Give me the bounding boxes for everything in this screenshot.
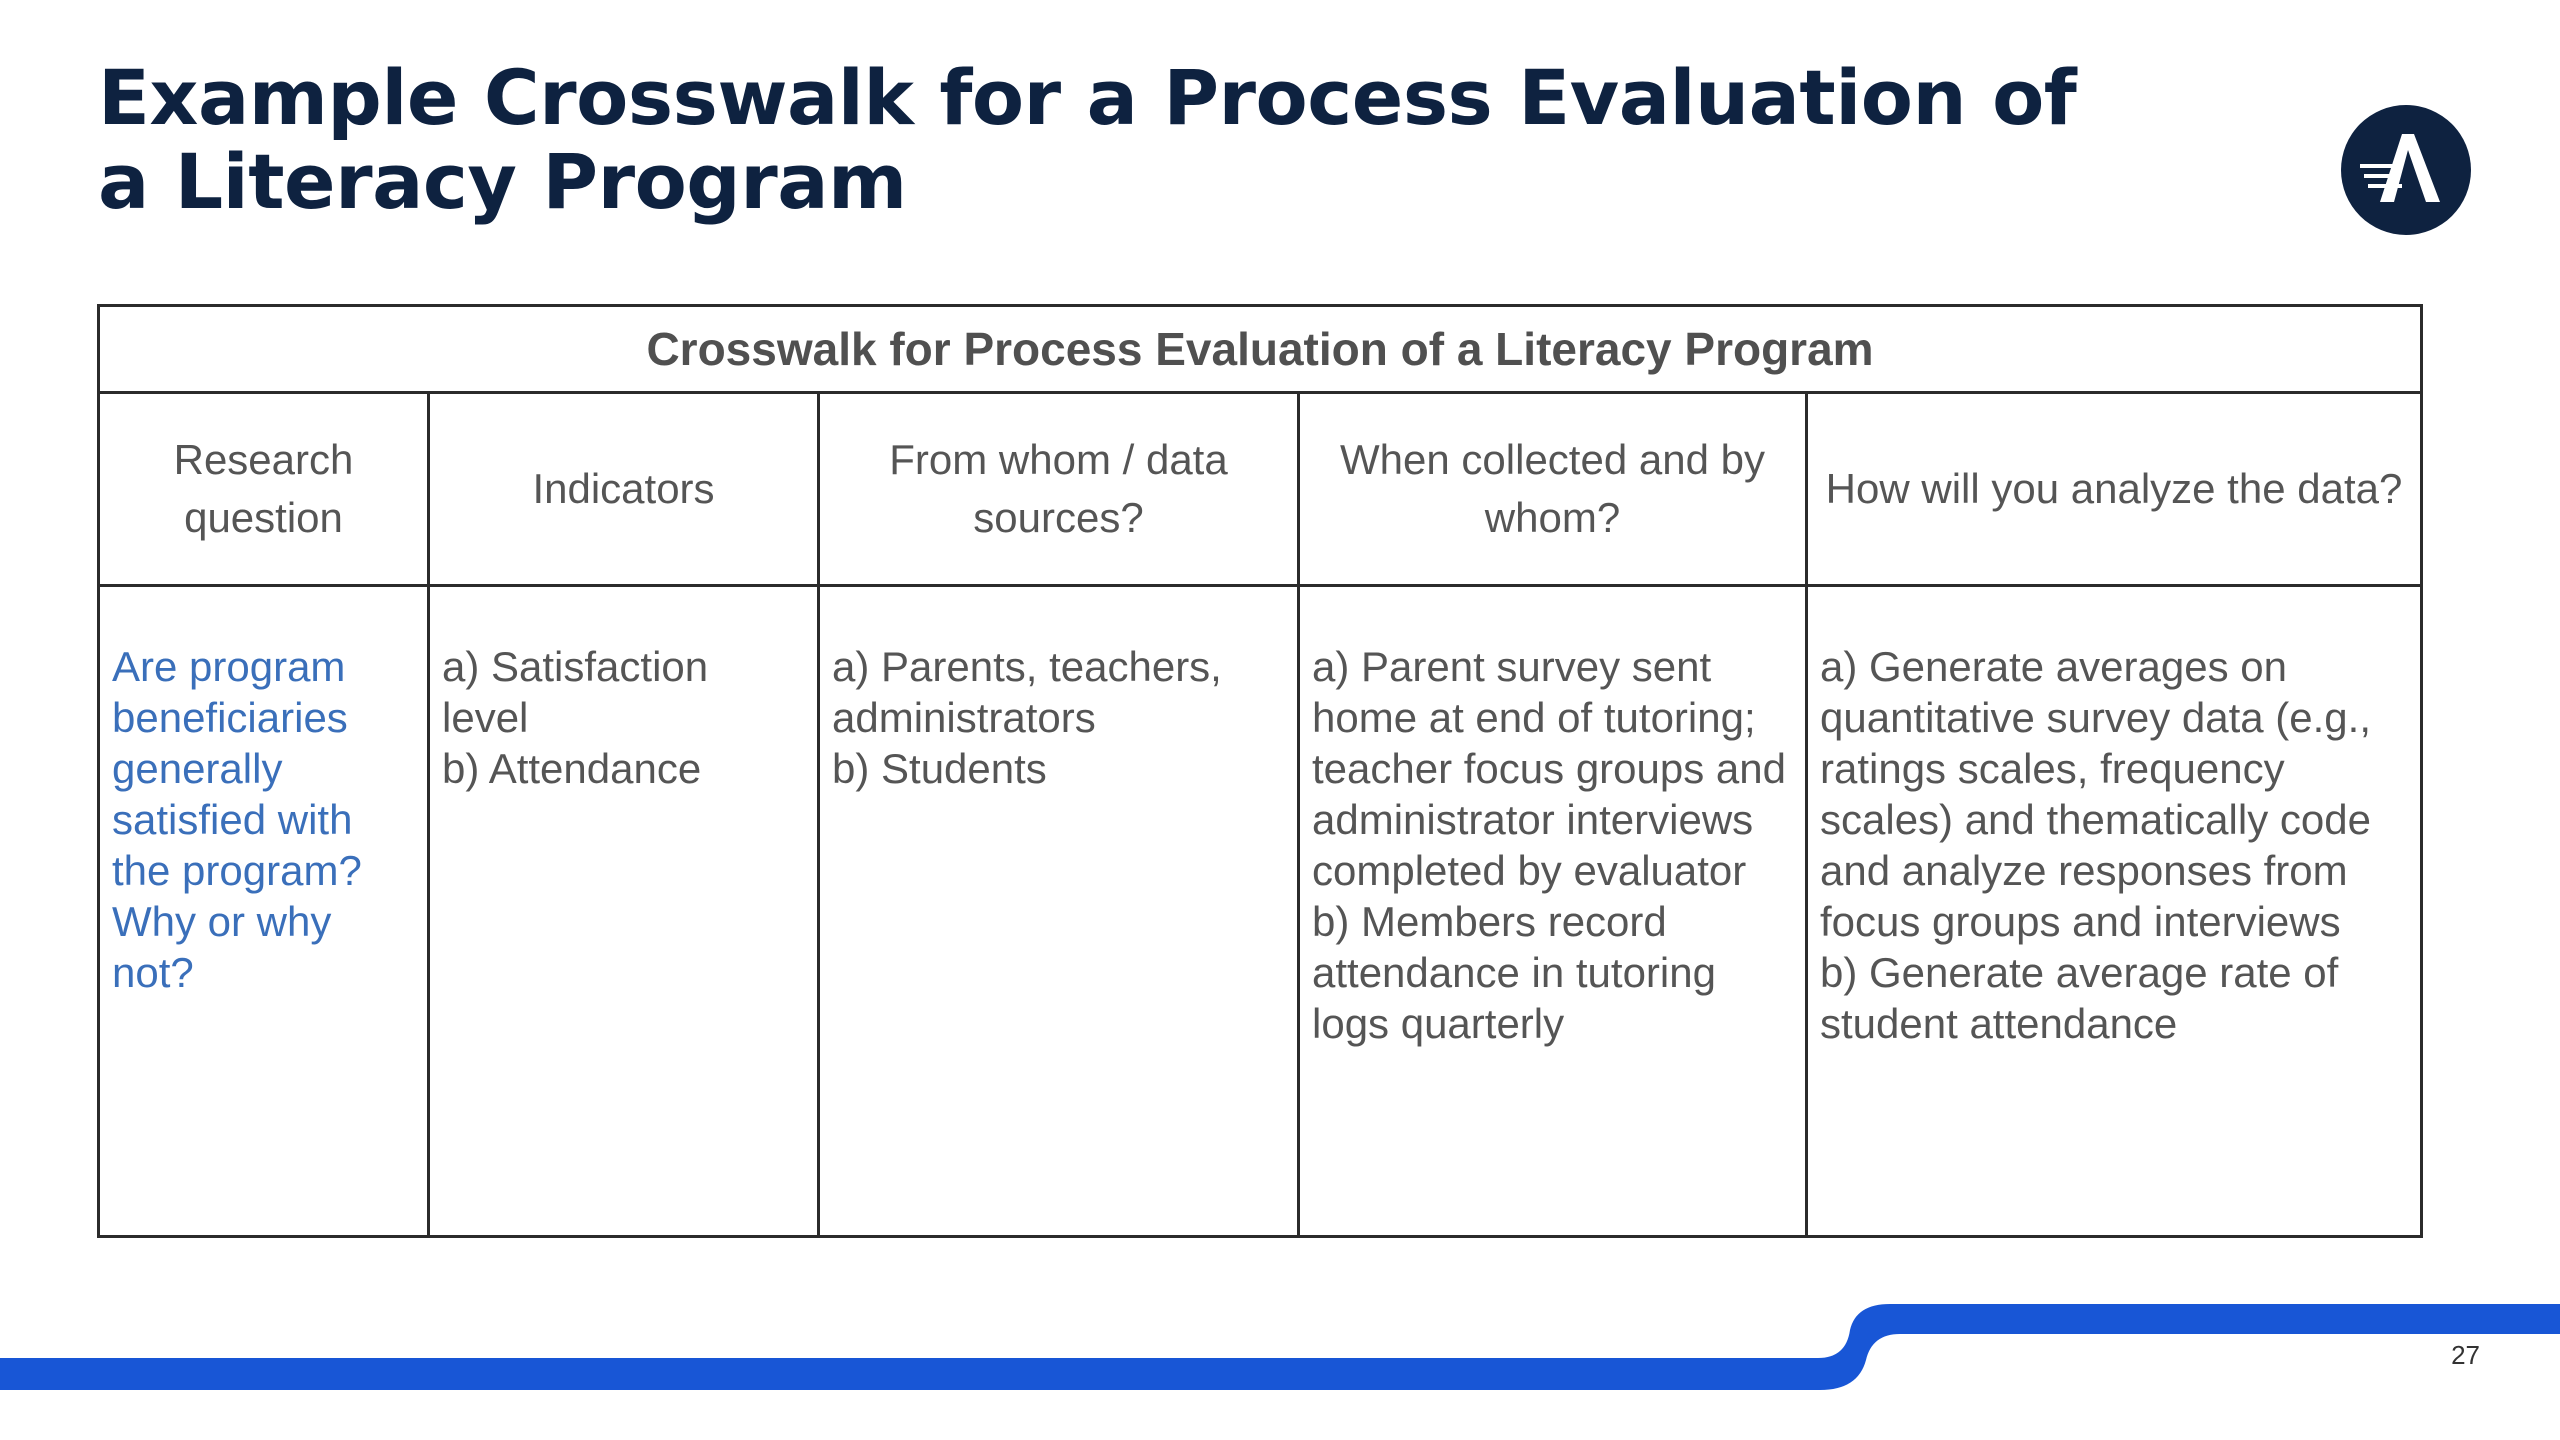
table-row [99,586,2422,1237]
source-item: b) Students [832,745,1047,792]
header-data-sources: From whom / data sources? [819,393,1299,586]
research-question-cell: Are program beneficiaries generally satisfied with the program? Why or why not? [99,586,429,1237]
americorps-logo-icon [2340,104,2472,236]
header-collection: When collected and by whom? [1299,393,1807,586]
collection-item: b) Members record attendance in tutoring logs quarterly [1312,898,1716,1047]
crosswalk-table [97,304,2423,1238]
header-analysis: How will you analyze the data? [1807,393,2422,586]
analysis-item: b) Generate average rate of student attendance [1820,949,2339,1047]
sources-cell [819,586,1299,1237]
analysis-item: a) Generate averages on quantitative survey data (e.g., ratings scales, frequency scales) and thematically code and analyze responses from focus groups and interviews [1820,643,2371,945]
table-caption-row [99,306,2422,393]
analysis-cell [1807,586,2422,1237]
slide-title: Example Crosswalk for a Process Evaluation of a Literacy Program [98,53,2077,226]
header-indicators: Indicators [429,393,819,586]
collection-cell [1299,586,1807,1237]
table-caption: Crosswalk for Process Evaluation of a Literacy Program [99,306,2422,393]
footer-swoosh-band [0,1290,2560,1400]
page-number: 27 [2451,1340,2480,1370]
indicator-item: a) Satisfaction level [442,643,709,741]
collection-item: a) Parent survey sent home at end of tutoring; teacher focus groups and administrator interviews completed by evaluator [1312,643,1786,894]
header-research-question: Research question [99,393,429,586]
indicators-cell [429,586,819,1237]
source-item: a) Parents, teachers, administrators [832,643,1222,741]
indicator-item: b) Attendance [442,745,702,792]
table-header-row [99,393,2422,586]
